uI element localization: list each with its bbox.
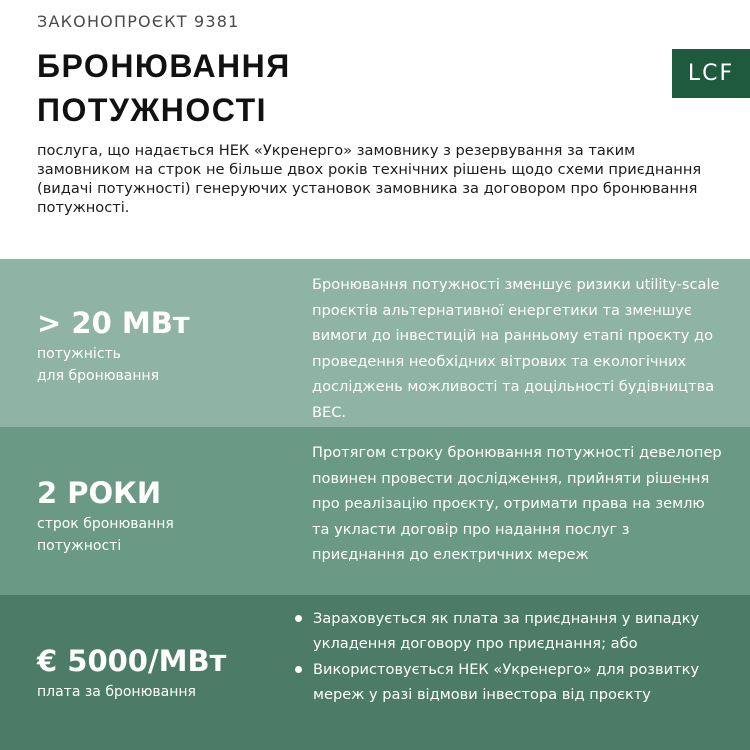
metric-value: > 20 МВт	[37, 306, 190, 340]
section-description: Протягом строку бронювання потужності девелопер повинен провести дослідження, прийняти рішення про реалізацію проєкту, отримати права на землю та укласти договір про надання послуг з приєднання до електричних мереж	[312, 444, 722, 563]
metric-label	[37, 513, 174, 557]
list-item	[293, 606, 733, 656]
list-item-text: Використовується НЕК «Укренерго» для розвитку мереж у разі відмови інвестора від проєкту	[313, 661, 700, 703]
metric-label-line: строк бронювання	[37, 516, 174, 532]
metric-label-line: потужність	[37, 346, 121, 362]
metric-label	[37, 343, 190, 387]
title-line-1: БРОНЮВАННЯ	[37, 48, 291, 84]
page-title	[37, 44, 291, 132]
metric-value: 2 РОКИ	[37, 476, 162, 510]
bullet-dot-icon	[295, 615, 302, 622]
metric-label-line: плата за бронювання	[37, 684, 196, 700]
bullet-dot-icon	[295, 666, 302, 673]
section-fee	[0, 595, 750, 750]
metric-block	[37, 305, 190, 387]
list-item	[293, 657, 733, 707]
list-item-text: Зараховується як плата за приєднання у випадку укладення договору про приєднання; або	[313, 610, 700, 652]
fee-bullet-list	[293, 606, 733, 708]
metric-block	[37, 475, 174, 557]
title-line-2: ПОТУЖНОСТІ	[37, 92, 268, 128]
metric-label	[37, 681, 226, 703]
kicker: ЗАКОНОПРОЄКТ 9381	[37, 12, 240, 31]
metric-label-line: потужності	[37, 538, 122, 554]
metric-block	[37, 643, 226, 703]
intro-text: послуга, що надається НЕК «Укренерго» замовнику з резервування за таким замовником на строк не більше двох років технічних рішень щодо схеми приєднання (видачі потужності) генеруючих установок замовника за договором про бронювання потужності.	[37, 142, 702, 216]
metric-label-line: для бронювання	[37, 368, 160, 384]
section-description: Бронювання потужності зменшує ризики utility-scale проєктів альтернативної енергетики та зменшує вимоги до інвестицій на ранньому етапі проєкту до проведення необхідних вітрових та екологічних досліджень можливості та доцільності будівництва ВЕС.	[312, 276, 720, 421]
section-capacity	[0, 259, 750, 427]
metric-value: € 5000/МВт	[37, 644, 227, 678]
lcf-logo: LCF	[672, 49, 750, 98]
section-term	[0, 427, 750, 595]
